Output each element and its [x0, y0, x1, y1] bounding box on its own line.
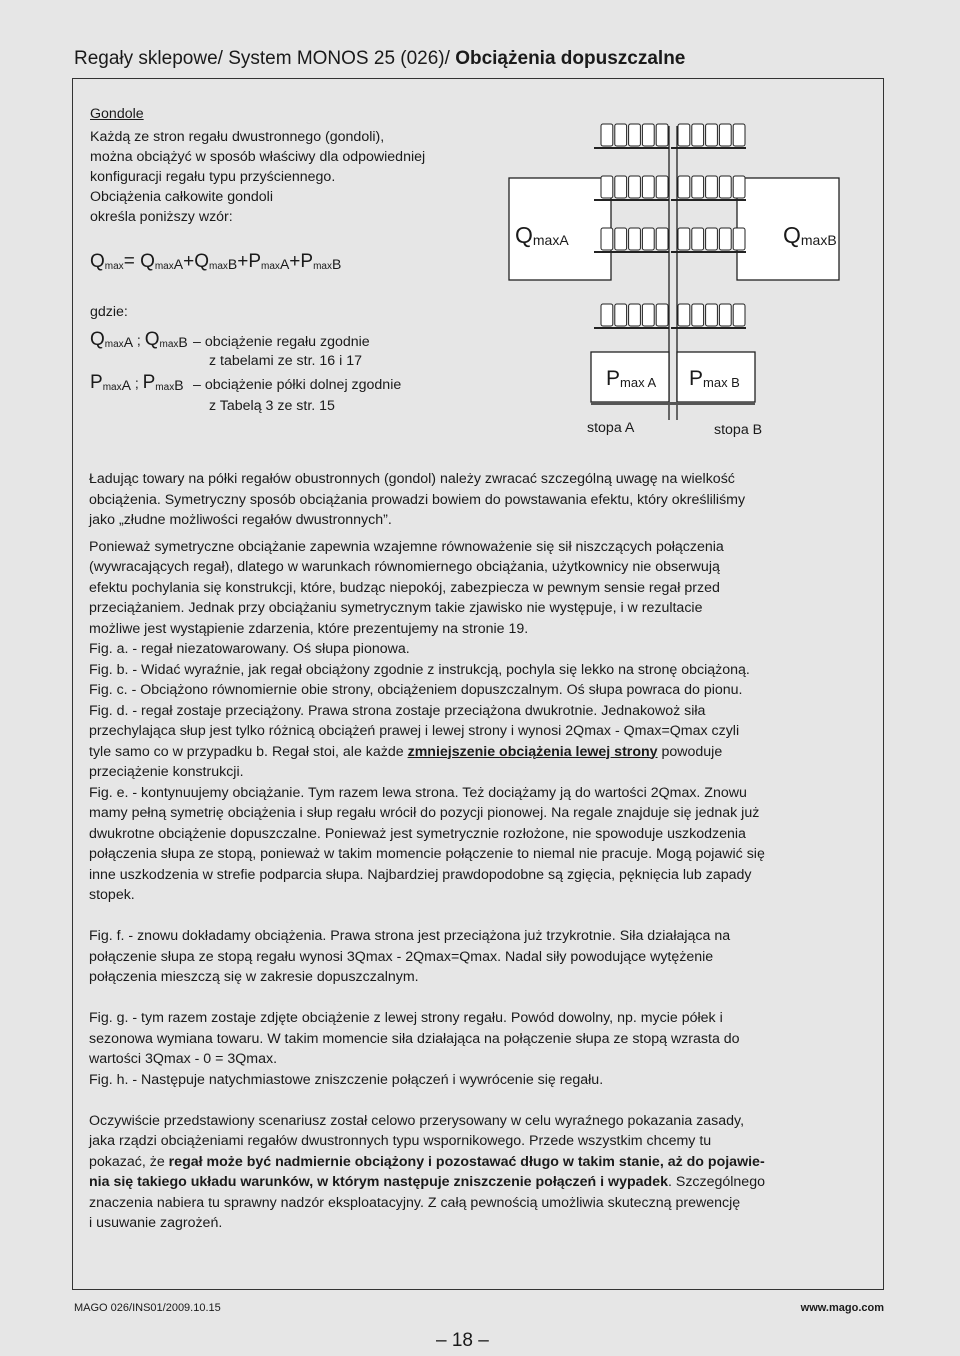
paragraph-line: Oczywiście przedstawiony scenariusz został celowo przerysowany w celu wyraźnego pokazania zasady, [89, 1112, 745, 1129]
legend-gdzie: gdzie: [90, 304, 128, 320]
paragraph-line: Ponieważ symetryczne obciążanie zapewnia wzajemne równoważenie się sił niszczących połączenia [89, 538, 724, 555]
legend-p-desc-2: z Tabelą 3 ze str. 15 [209, 398, 335, 414]
paragraph-line: Fig. b. - Widać wyraźnie, jak regał obciążony zgodnie z instrukcją, pochyla się lekko na stronę obciążoną. [89, 661, 750, 678]
page-title-bold: Obciążenia dopuszczalne [455, 48, 686, 69]
paragraph-line: nia się takiego układu warunków, w którym następuje zniszczenie połączeń i wypadek. Szczególnego [89, 1174, 765, 1190]
legend-q-desc-2: z tabelami ze str. 16 i 17 [209, 353, 362, 369]
paragraph-line: Fig. h. - Następuje natychmiastowe zniszczenie połączeń i wywrócenie się regału. [89, 1071, 604, 1088]
paragraph-line: i usuwanie zagrożeń. [89, 1215, 223, 1231]
paragraph-line: połączenie słupa ze stopą regału wynosi 3Qmax - 2Qmax=Qmax. Nadal siły powodujące wytężenie [89, 948, 714, 965]
shelf-product [719, 176, 731, 198]
shelf-product [692, 124, 704, 146]
label-pmax-a: $P_{max A}$ [606, 367, 657, 390]
paragraph-line: inne uszkodzenia w strefie podparcia słupa. Najbardziej prawdopodobne są zgięcia, pęknięcia lub zapady [89, 866, 752, 883]
shelf-product [719, 228, 731, 250]
shelf-product [678, 304, 690, 326]
shelf-product [629, 176, 641, 198]
paragraph-line: przeciążenie konstrukcji. [89, 764, 244, 780]
intro-line: określa poniższy wzór: [90, 209, 233, 225]
shelf-product [719, 124, 731, 146]
shelf-product [601, 176, 613, 198]
paragraph-line: sezonowa wymiana towaru. W takim momencie siła działająca na połączenie słupa ze stopą wzrasta do [89, 1030, 740, 1047]
paragraph-line: tyle samo co w przypadku b. Regał stoi, ale każde zmniejszenie obciążenia lewej strony powoduje [89, 743, 723, 760]
shelf-product [678, 176, 690, 198]
emphasis-bold: regał może być nadmiernie obciążony i pozostawać długo w takim stanie, aż do pojawie- [168, 1153, 765, 1170]
legend-p-desc: – obciążenie półki dolnej zgodnie [193, 377, 402, 393]
shelf-product [629, 304, 641, 326]
shelf-product [706, 228, 718, 250]
legend-q-desc: – obciążenie regału zgodnie [193, 334, 370, 350]
paragraph-line: Ładując towary na półki regałów obustronnych (gondol) należy zwracać szczególną uwagę na wielkość [89, 471, 735, 487]
paragraph-line: przechylająca słup jest tylko różnicą obciążeń prawej i lewej strony i wynosi 2Qmax - Qmax=Qmax czyli [89, 723, 740, 739]
emphasis-underlined: zmniejszenie obciążenia lewej strony [407, 743, 658, 760]
shelf-product [733, 176, 745, 198]
section-heading-gondole: Gondole [90, 106, 144, 122]
paragraph-line: mamy pełną symetrię obciążenia i słup regału wrócił do pozycji pionowej. Na regale znajduje się jednak już [89, 805, 760, 821]
footer-doc-code: MAGO 026/INS01/2009.10.15 [74, 1302, 221, 1314]
shelf-product [615, 228, 627, 250]
shelf-product [656, 176, 668, 198]
paragraph-line: (wywracających regał), dlatego w warunkach równomiernego obciążania, użytkownicy nie obserwują [89, 559, 720, 575]
paragraph-line: połączenia słupa ze stopą, ponieważ w takim momencie połączenie to niemal nie pracuje. Mogą pojawić się [89, 846, 765, 862]
paragraph-line: znaczenia nabiera tu sprawny nadzór eksploatacyjny. Z całą pewnością umożliwia skuteczną prewencję [89, 1194, 741, 1211]
paragraph-line: efektu pochylania się konstrukcji, które, budząc niepokój, zabezpiecza w pewnym sensie regał przed [89, 579, 720, 596]
intro-line: Obciążenia całkowite gondoli [90, 189, 273, 205]
shelf-product [706, 124, 718, 146]
shelf-product [692, 304, 704, 326]
paragraph-line: jako „złudne możliwości regałów dwustronnych”. [89, 512, 392, 528]
shelf-product [601, 124, 613, 146]
shelf-product [656, 304, 668, 326]
paragraph-line: stopek. [89, 887, 135, 903]
shelf-product [719, 304, 731, 326]
paragraph-line: Fig. e. - kontynuujemy obciążanie. Tym razem lewa strona. Też dociążamy ją do wartości 2Qmax. Znowu [89, 784, 747, 801]
paragraph-line: przeciążaniem. Jednak przy obciążaniu symetrycznym takie zjawisko nie występuje, i w rezultacie [89, 600, 703, 616]
shelf-product [678, 124, 690, 146]
paragraph-line: Fig. f. - znowu dokładamy obciążenia. Prawa strona jest przeciążona już trzykrotnie. Siła działająca na [89, 928, 731, 944]
page-title-regular: Regały sklepowe/ System MONOS 25 (026)/ [74, 48, 456, 69]
shelf-product [733, 124, 745, 146]
shelf-product [733, 304, 745, 326]
paragraph-line: wartości 3Qmax - 0 = 3Qmax. [89, 1051, 278, 1067]
shelf-product [629, 228, 641, 250]
shelf-product [706, 176, 718, 198]
page-number: – 18 – [436, 1330, 489, 1351]
shelf-product [642, 228, 654, 250]
shelf-product [656, 124, 668, 146]
label-stopa-a: stopa A [587, 420, 635, 436]
shelf-product [642, 124, 654, 146]
paragraph-line: możliwe jest wystąpienie zdarzenia, które prezentujemy na stronie 19. [89, 620, 529, 637]
shelf-product [733, 228, 745, 250]
paragraph-line: połączenia mieszczą się w zakresie dopuszczalnym. [89, 969, 419, 985]
paragraph-line: Fig. d. - regał zostaje przeciążony. Prawa strona zostaje przeciążona dwukrotnie. Jednakowoż siła [89, 702, 706, 719]
shelf-product [615, 176, 627, 198]
base-feet [591, 402, 755, 405]
formula: $Q_{max}= Q_{maxA}+Q_{maxB}+P_{maxA}+P_{maxB}$ [90, 251, 342, 272]
emphasis-bold: nia się takiego układu warunków, w którym następuje zniszczenie połączeń i wypadek [89, 1174, 668, 1190]
shelf-product [656, 228, 668, 250]
paragraph-line: obciążenia. Symetryczny sposób obciążania prowadzi bowiem do powstawania efektu, który określiliśmy [89, 491, 746, 508]
intro-line: konfiguracji regału typu przyściennego. [90, 169, 336, 185]
body-text [89, 469, 869, 1234]
paragraph-line: Fig. g. - tym razem zostaje zdjęte obciążenie z lewej strony regału. Powód dowolny, np. mycie półek i [89, 1010, 723, 1026]
label-pmax-b: $P_{max B}$ [689, 367, 740, 390]
shelf-product [615, 304, 627, 326]
label-qmax-a: $Q_{maxA}$ [515, 222, 569, 248]
shelf-product [692, 228, 704, 250]
shelf-product [642, 304, 654, 326]
paragraph-line: Fig. c. - Obciążono równomiernie obie strony, obciążeniem dopuszczalnym. Oś słupa powraca do pionu. [89, 682, 743, 698]
label-stopa-b: stopa B [714, 422, 763, 438]
shelf-product [601, 228, 613, 250]
shelf-product [601, 304, 613, 326]
shelf-product [678, 228, 690, 250]
intro-line: Każdą ze stron regału dwustronnego (gondoli), [90, 129, 385, 145]
shelf-product [692, 176, 704, 198]
paragraph-line: Fig. a. - regał niezatowarowany. Oś słupa pionowa. [89, 641, 410, 657]
label-qmax-b: $Q_{maxB}$ [783, 222, 837, 248]
paragraph-line: dwukrotne obciążenie dopuszczalne. Ponieważ jest symetrycznie rozłożone, nie spowoduje uszkodzenia [89, 825, 746, 842]
legend-q-symbols: $Q_{maxA}$ ; $Q_{maxB}$ [90, 329, 188, 350]
shelf-product [629, 124, 641, 146]
shelf-product [642, 176, 654, 198]
shelf-product [706, 304, 718, 326]
shelf-product [615, 124, 627, 146]
paragraph-line: jaka rządzi obciążeniami regałów dwustronnych typu wspornikowego. Przede wszystkim chcemy tu [89, 1133, 712, 1149]
legend-p-symbols: $P_{maxA}$ ; $P_{maxB}$ [90, 372, 184, 393]
footer-website: www.mago.com [800, 1302, 884, 1314]
paragraph-line: pokazać, że regał może być nadmiernie obciążony i pozostawać długo w takim stanie, aż do pojawie- [89, 1153, 765, 1170]
intro-line: można obciążyć w sposób właściwy dla odpowiedniej [90, 149, 426, 165]
